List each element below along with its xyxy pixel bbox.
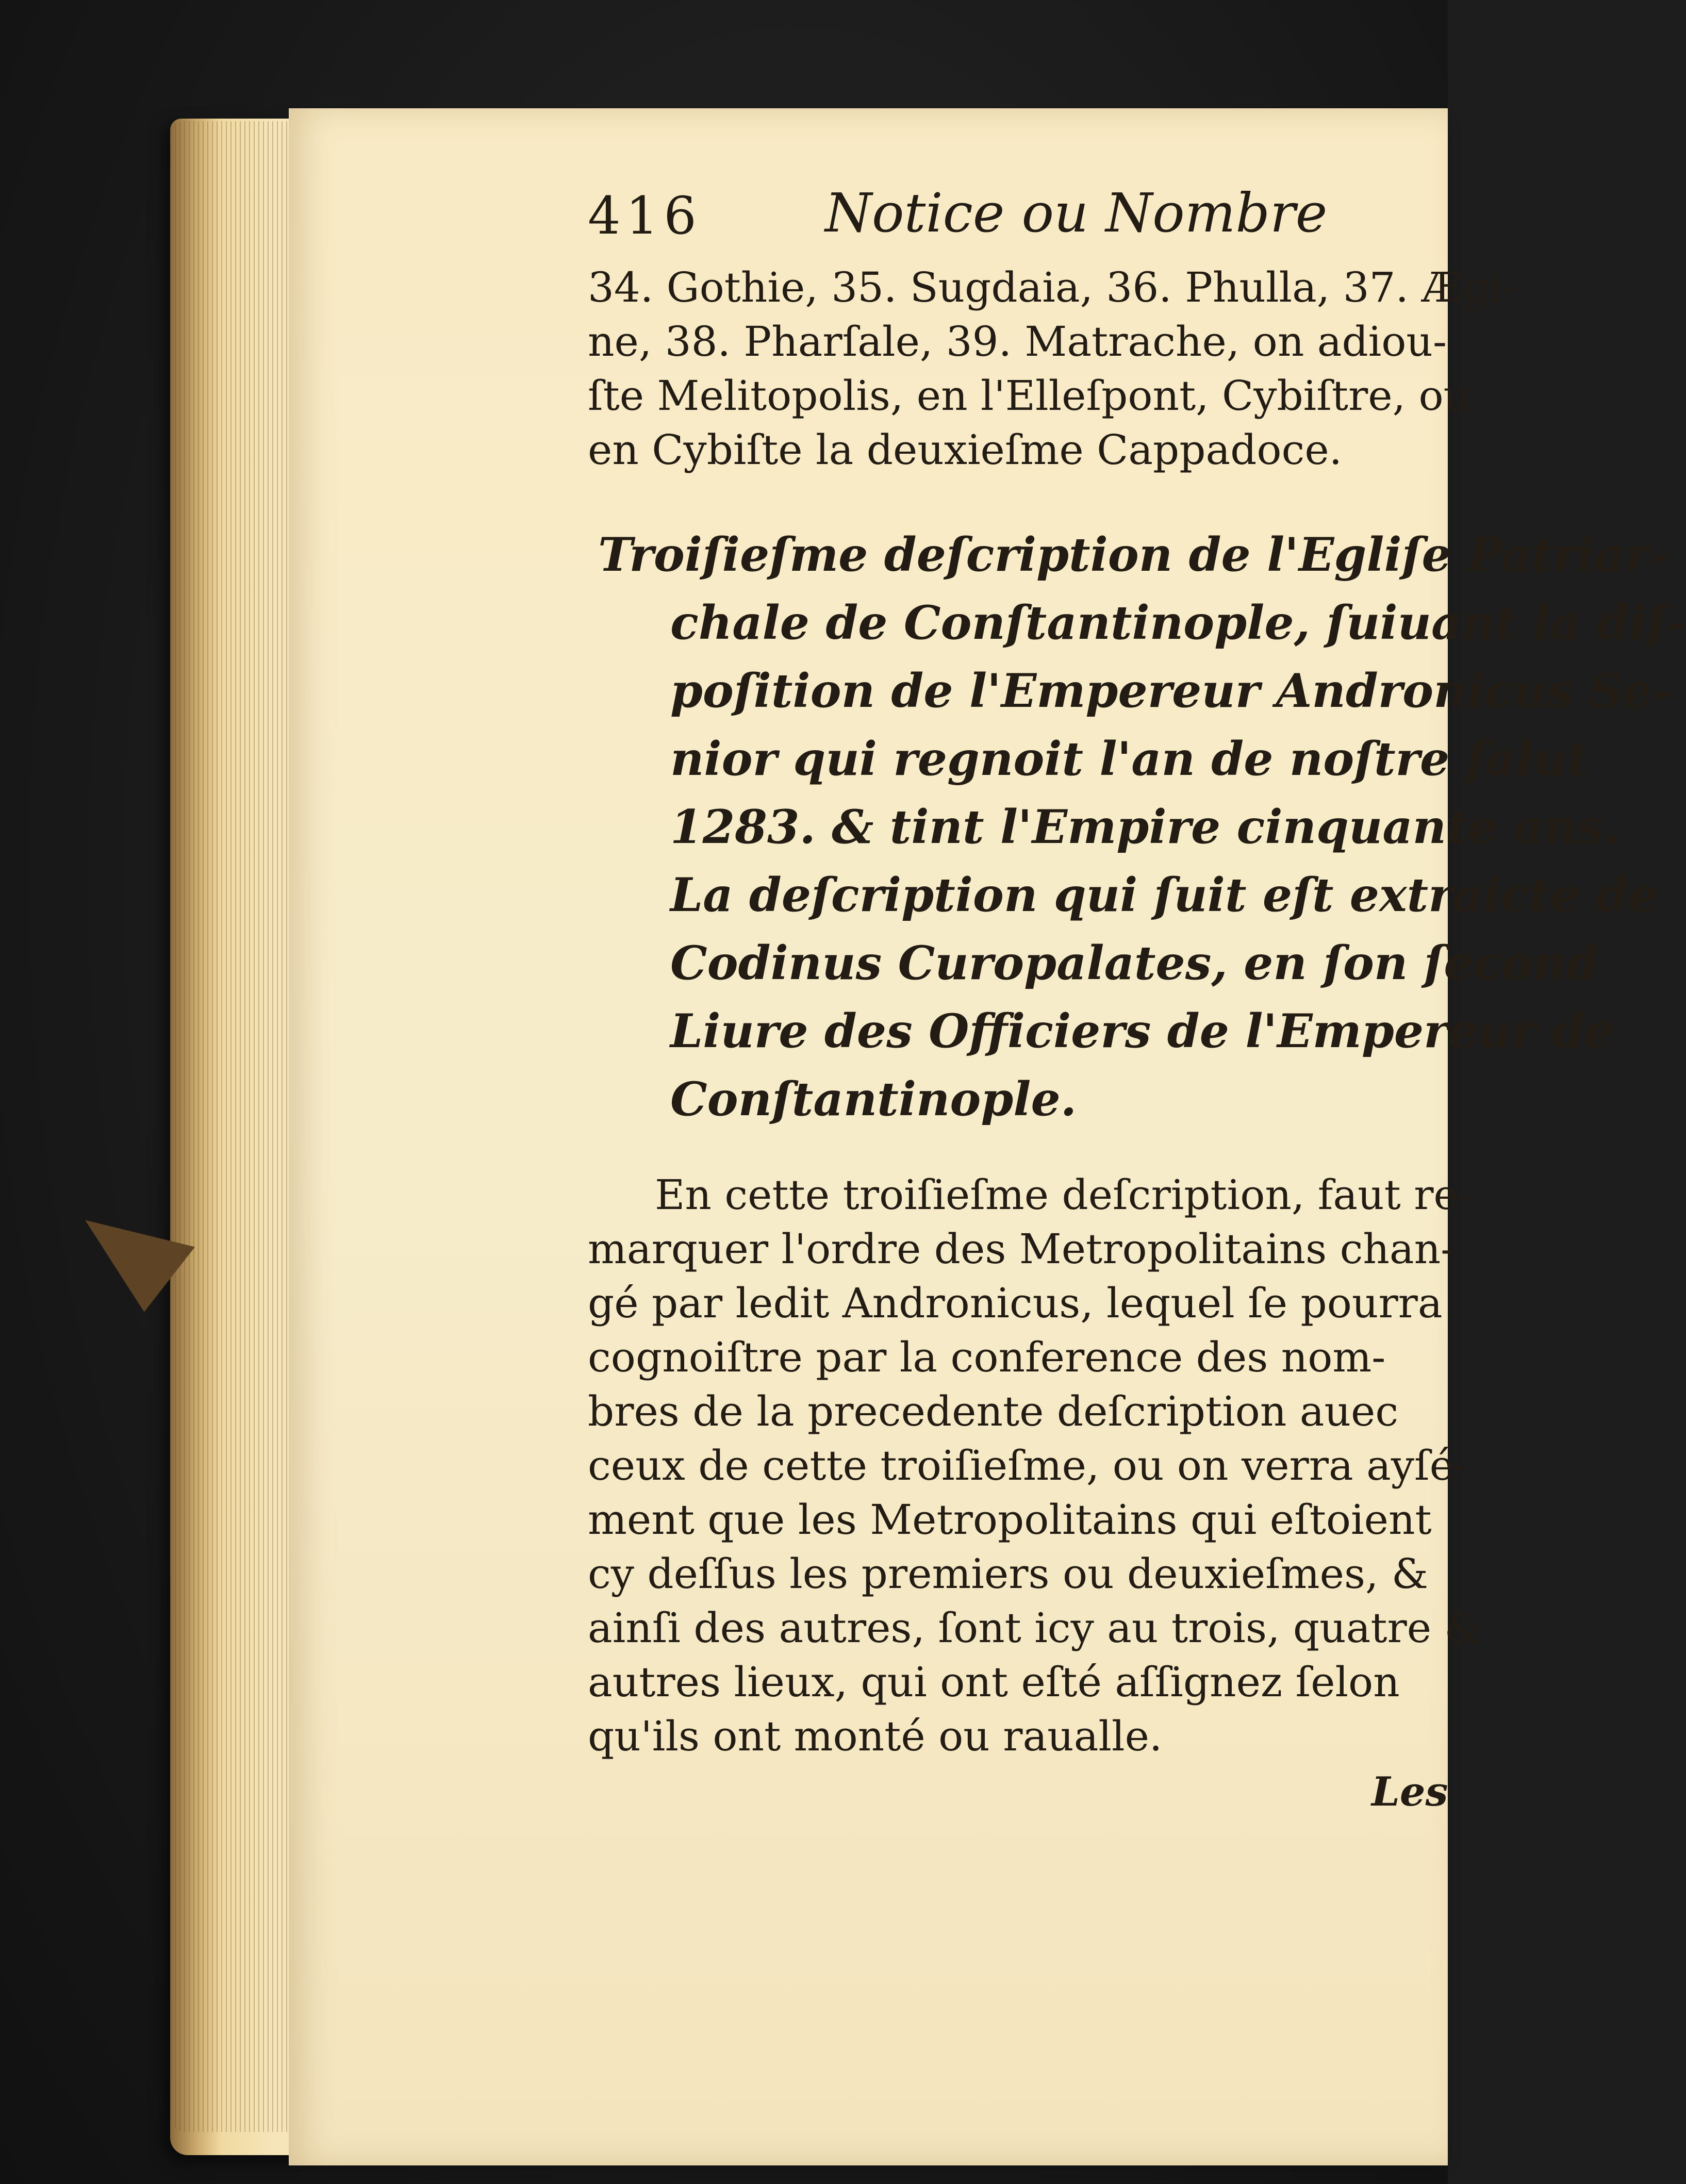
text-line: En cette troiſieſme deſcription, faut re- [655, 1171, 1472, 1219]
running-head: Notice ou Nombre [825, 181, 1328, 244]
text-line: autres lieux, qui ont eſté aſſignez ſelon [588, 1658, 1400, 1706]
heading-line: poſition de l'Empereur Andronicus Se- [670, 664, 1672, 718]
text-line: gé par ledit Andronicus, lequel ſe pourra [588, 1279, 1443, 1327]
page-header [588, 181, 1444, 263]
heading-line: Codinus Curopalates, en ſon ſecond [670, 936, 1599, 990]
catchword: Les [1371, 1768, 1448, 1815]
text-line: ne, 38. Pharſale, 39. Matrache, on adiou- [588, 318, 1447, 366]
heading-line: La deſcription qui ſuit eſt extraicte de [670, 868, 1658, 922]
text-line: marquer l'ordre des Metropolitains chan- [588, 1225, 1455, 1273]
text-line: 34. Gothie, 35. Sugdaia, 36. Phulla, 37. Ægi- [588, 263, 1517, 311]
text-line: bres de la precedente deſcription auec [588, 1387, 1399, 1435]
text-line: ceux de cette troiſieſme, ou on verra ayſé- [588, 1442, 1468, 1490]
heading-line: 1283. & tint l'Empire cinquante ans. [670, 800, 1620, 854]
text-line: ment que les Metropolitains qui eſtoient [588, 1496, 1432, 1544]
page-number: 416 [588, 186, 702, 246]
text-line: cy deſſus les premiers ou deuxieſmes, & [588, 1550, 1429, 1598]
paragraph-1 [588, 260, 1516, 477]
text-line: en Cybiſte la deuxieſme Cappadoce. [588, 426, 1343, 474]
text-line: ainſi des autres, ſont icy au trois, quatre & [588, 1604, 1481, 1652]
heading-line: Liure des Officiers de l'Empereur de [670, 1004, 1614, 1058]
text-line: cognoiſtre par la conference des nom- [588, 1333, 1386, 1381]
text-line: qu'ils ont monté ou raualle. [588, 1712, 1163, 1760]
heading-line: nior qui regnoit l'an de noſtre ſalut [670, 732, 1589, 786]
heading-line: Conſtantinople. [670, 1072, 1077, 1127]
page-edges [170, 121, 304, 2132]
section-heading [598, 521, 1686, 1133]
heading-line: Troiſieſme deſcription de l'Egliſe Patriar- [598, 527, 1668, 582]
text-line: ſte Melitopolis, en l'Elleſpont, Cybiſtre, ou [588, 372, 1470, 420]
paragraph-2 [588, 1168, 1481, 1763]
heading-line: chale de Conſtantinople, ſuiuant la diſ- [670, 595, 1686, 650]
